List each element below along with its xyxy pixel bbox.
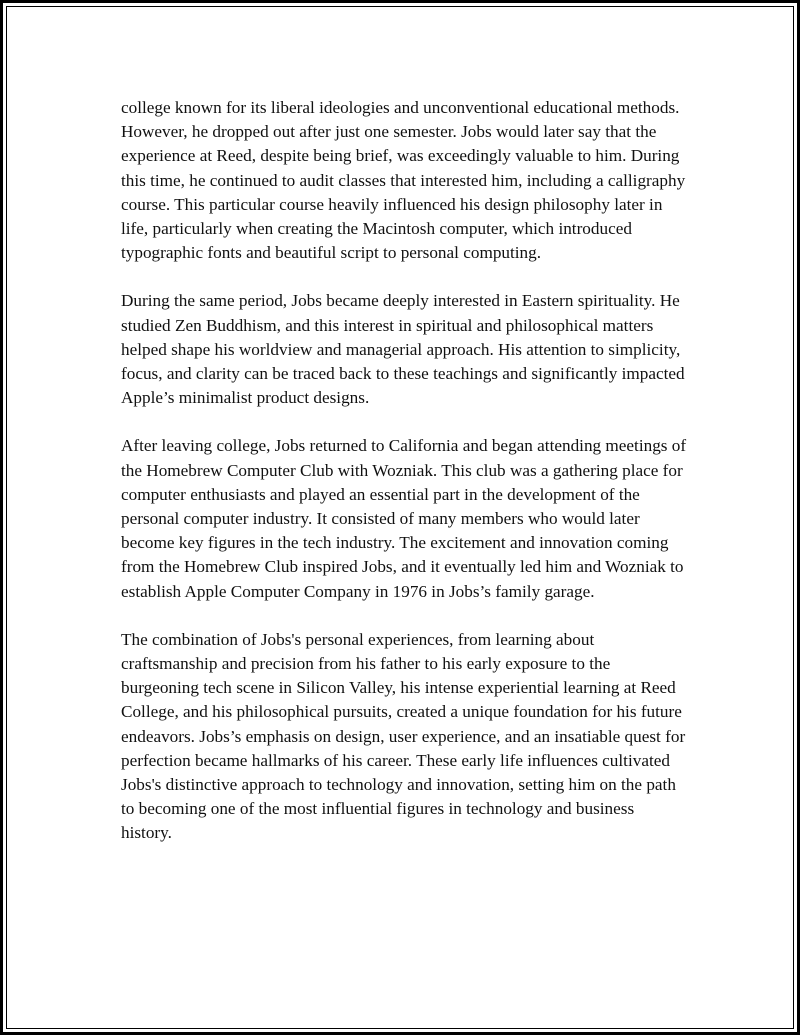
document-body (121, 96, 687, 846)
paragraph-3: After leaving college, Jobs returned to California and began attending meetings of the Homebrew Computer Club with Wozniak. This club was a gathering place for computer enthusiasts and played an essential part in the development of the personal computer industry. It consisted of many members who would later become key figures in the tech industry. The excitement and innovation coming from the Homebrew Club inspired Jobs, and it eventually led him and Wozniak to establish Apple Computer Company in 1976 in Jobs’s family garage. (121, 436, 687, 601)
paragraph-4: The combination of Jobs's personal experiences, from learning about craftsmanship and precision from his father to his early exposure to the burgeoning tech scene in Silicon Valley, his intense experiential learning at Reed College, and his philosophical pursuits, created a unique foundation for his future endeavors. Jobs’s emphasis on design, user experience, and an insatiable quest for perfection became hallmarks of his career. These early life influences cultivated Jobs's distinctive approach to technology and innovation, setting him on the path to becoming one of the most influential figures in technology and business history. (121, 629, 686, 843)
paragraph-1: college known for its liberal ideologies and unconventional educational methods. However, he dropped out after just one semester. Jobs would later say that the experience at Reed, despite being brief, was exceedingly valuable to him. During this time, he continued to audit classes that interested him, including a calligraphy course. This particular course heavily influenced his design philosophy later in life, particularly when creating the Macintosh computer, which introduced typographic fonts and beautiful script to personal computing. (121, 98, 686, 263)
paragraph-2: During the same period, Jobs became deeply interested in Eastern spirituality. He studied Zen Buddhism, and this interest in spiritual and philosophical matters helped shape his worldview and managerial approach. His attention to simplicity, focus, and clarity can be traced back to these teachings and significantly impacted Apple’s minimalist product designs. (121, 291, 685, 408)
